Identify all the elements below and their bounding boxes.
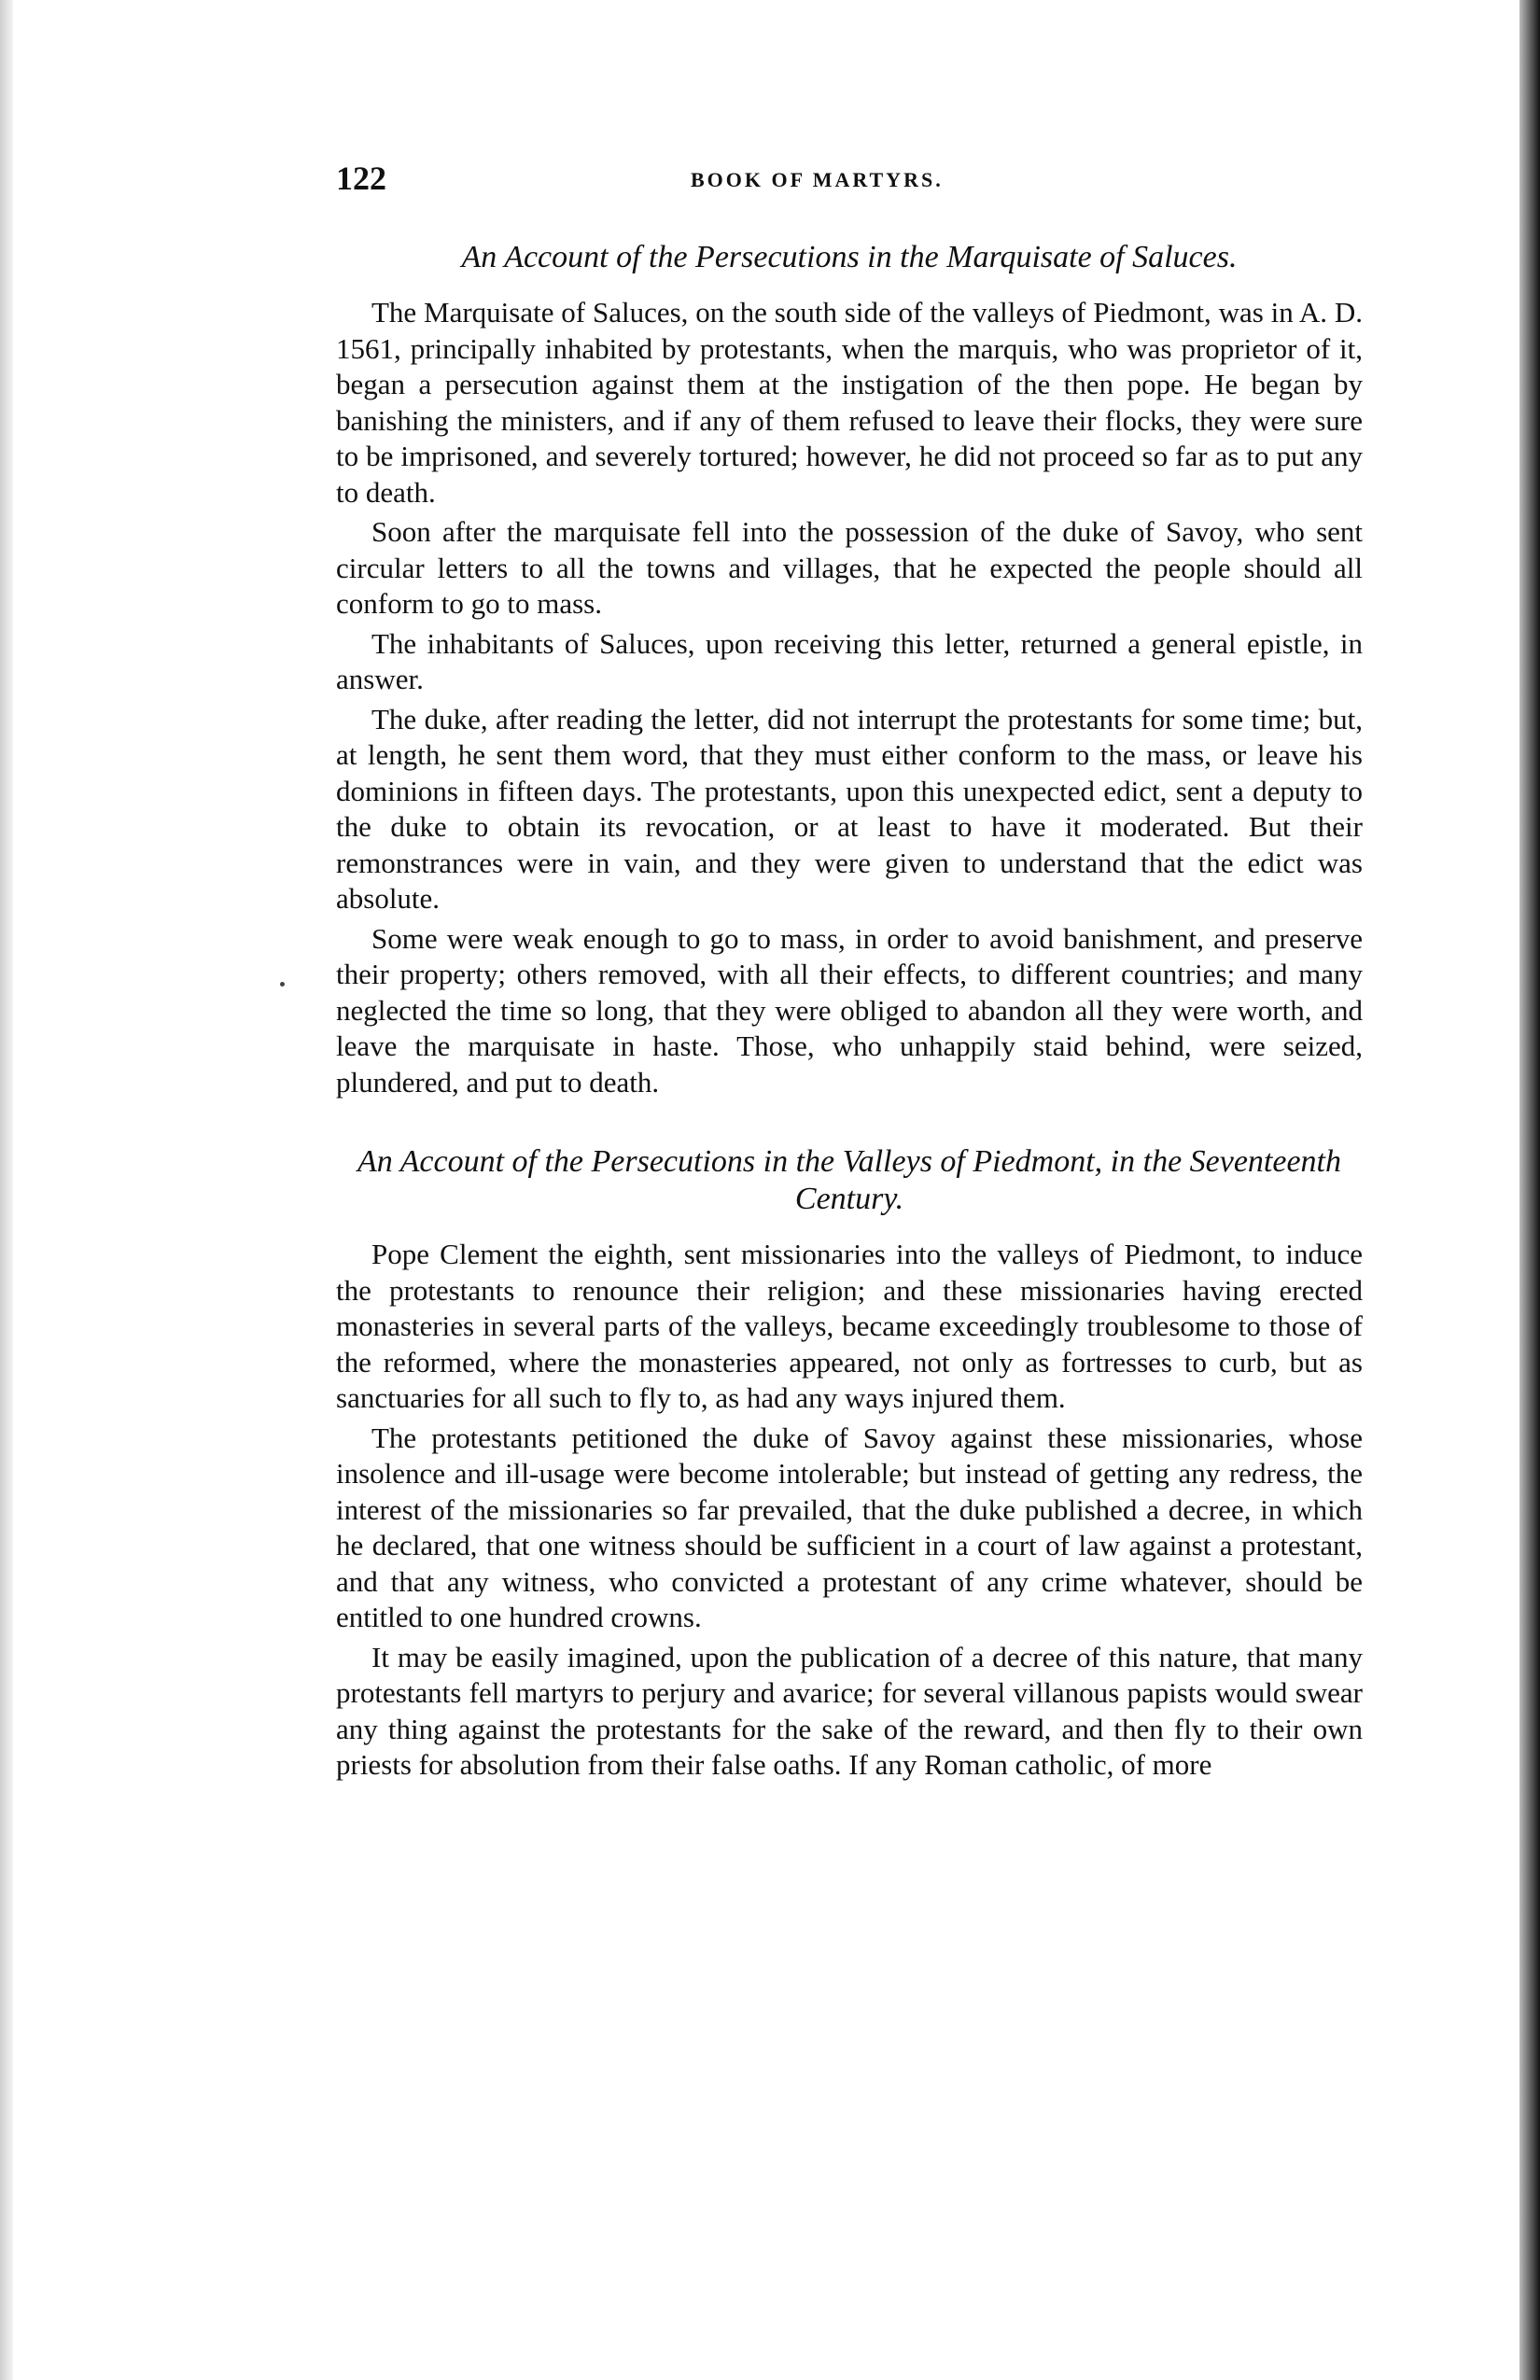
stray-ink-mark [280, 982, 285, 987]
running-head [336, 159, 1363, 215]
paragraph: Some were weak enough to go to mass, in order to avoid banishment, and preserve their property; others removed, with all their effects, to different countries; and many neglected the time so long, that they were obliged to abandon all they were worth, and leave the marquisate in haste. Those, who unhappily staid behind, were seized, plundered, and put to death. [336, 921, 1363, 1099]
section-heading: An Account of the Persecutions in the Valleys of Piedmont, in the Seventeenth Century. [357, 1144, 1342, 1216]
section-saluces [336, 239, 1363, 1100]
section-piedmont [336, 1143, 1363, 1784]
running-title: BOOK OF MARTYRS. [691, 168, 944, 191]
paragraph: The protestants petitioned the duke of Savoy against these missionaries, whose insolence and ill-usage were become intolerable; but instead of getting any redress, the interest of the missionaries so far prevailed, that the duke published a decree, in which he declared, that one witness should be sufficient in a court of law against a protestant, and that any witness, who convicted a protestant of any crime whatever, should be entitled to one hundred crowns. [336, 1421, 1363, 1633]
paragraph: The Marquisate of Saluces, on the south side of the valleys of Piedmont, was in A. D. 1561, principally inhabited by protestants, when the marquis, who was proprietor of it, began a persecution against them at the instigation of the then pope. He began by banishing the ministers, and if any of them refused to leave their flocks, they were sure to be imprisoned, and severely tortured; however, he did not proceed so far as to put any to death. [336, 296, 1363, 509]
paragraph: The duke, after reading the letter, did not interrupt the protestants for some time; but, at length, he sent them word, that they must either conform to the mass, or leave his dominions in fifteen days. The protestants, upon this unexpected edict, sent a deputy to the duke to obtain its revocation, or at least to have it moderated. But their remonstrances were in vain, and they were given to understand that the edict was absolute. [336, 702, 1363, 915]
page-number: 122 [336, 160, 386, 197]
paragraph: The inhabitants of Saluces, upon receiving this letter, returned a general epistle, in answer. [336, 626, 1363, 695]
paragraph: It may be easily imagined, upon the publication of a decree of this nature, that many protestants fell martyrs to perjury and avarice; for several villanous papists would swear any thing against the protestants for the sake of the reward, and then fly to their own priests for absolution from their false oaths. If any Roman catholic, of more [336, 1640, 1363, 1781]
section-heading: An Account of the Persecutions in the Marquisate of Saluces. [461, 240, 1238, 274]
scan-left-edge [0, 0, 13, 2380]
book-page [336, 159, 1363, 1787]
paragraph: Soon after the marquisate fell into the possession of the duke of Savoy, who sent circular letters to all the towns and villages, that he expected the people should all conform to go to mass. [336, 515, 1363, 620]
paragraph: Pope Clement the eighth, sent missionaries into the valleys of Piedmont, to induce the protestants to renounce their religion; and these missionaries having erected monasteries in several parts of the valleys, became exceedingly troublesome to those of the reformed, where the monasteries appeared, not only as fortresses to curb, but as sanctuaries for all such to fly to, as had any ways injured them. [336, 1238, 1363, 1414]
scan-right-edge [1519, 0, 1540, 2380]
